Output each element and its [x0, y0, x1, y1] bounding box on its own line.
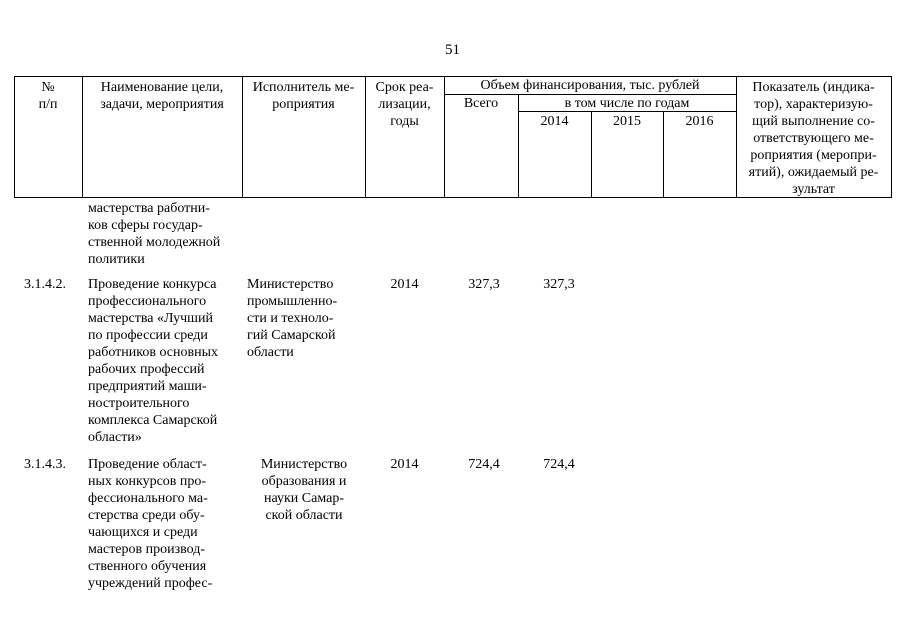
header-year-2015: 2015 — [613, 114, 641, 129]
row-2014: 327,3 — [543, 277, 575, 292]
row-total: 724,4 — [468, 457, 500, 472]
page-number: 51 — [445, 42, 460, 58]
row-name: Проведение област- ных конкурсов про- фессионального ма- стерства среди обу- чающихся и среди мастеров производ- ственного обучения учреждений профес- — [88, 457, 213, 591]
row-name-continuation: мастерства работни- ков сферы государ- ственной молодежной политики — [88, 201, 221, 267]
header-col-total: Всего — [463, 96, 499, 111]
row-executor: Министерство промышленно- сти и техноло- гий Самарской области — [247, 277, 338, 360]
row-executor: Министерство образования и науки Самар- ской области — [260, 457, 348, 523]
row-term: 2014 — [390, 277, 419, 292]
row-term: 2014 — [390, 457, 419, 472]
header-col-executor: Исполнитель ме- роприятия — [252, 80, 355, 112]
row-total: 327,3 — [468, 277, 500, 292]
row-2014: 724,4 — [543, 457, 575, 472]
header-year-2014: 2014 — [540, 114, 569, 129]
row-name: Проведение конкурса профессионального мастерства «Лучший по профессии среди работников основных рабочих профессий предприятий маши- ностроительного комплекса Самарской области» — [88, 277, 219, 445]
header-col-name: Наименование цели, задачи, мероприятия — [100, 80, 224, 112]
border-right — [891, 76, 892, 198]
row-number: 3.1.4.3. — [24, 457, 66, 472]
header-col-by-years: в том числе по годам — [564, 96, 690, 111]
row-number: 3.1.4.2. — [24, 277, 66, 292]
header-year-2016: 2016 — [685, 114, 714, 129]
header-col-indicator: Показатель (индика- тор), характеризую- щий выполнение со- ответствующего ме- роприятия (меропри- ятий), ожидаемый ре- зультат — [748, 80, 879, 197]
header-col-funding: Объем финансирования, тыс. рублей — [480, 78, 700, 93]
header-col-no: № п/п — [38, 80, 58, 112]
header-col-term: Срок реа- лизации, годы — [375, 80, 434, 129]
